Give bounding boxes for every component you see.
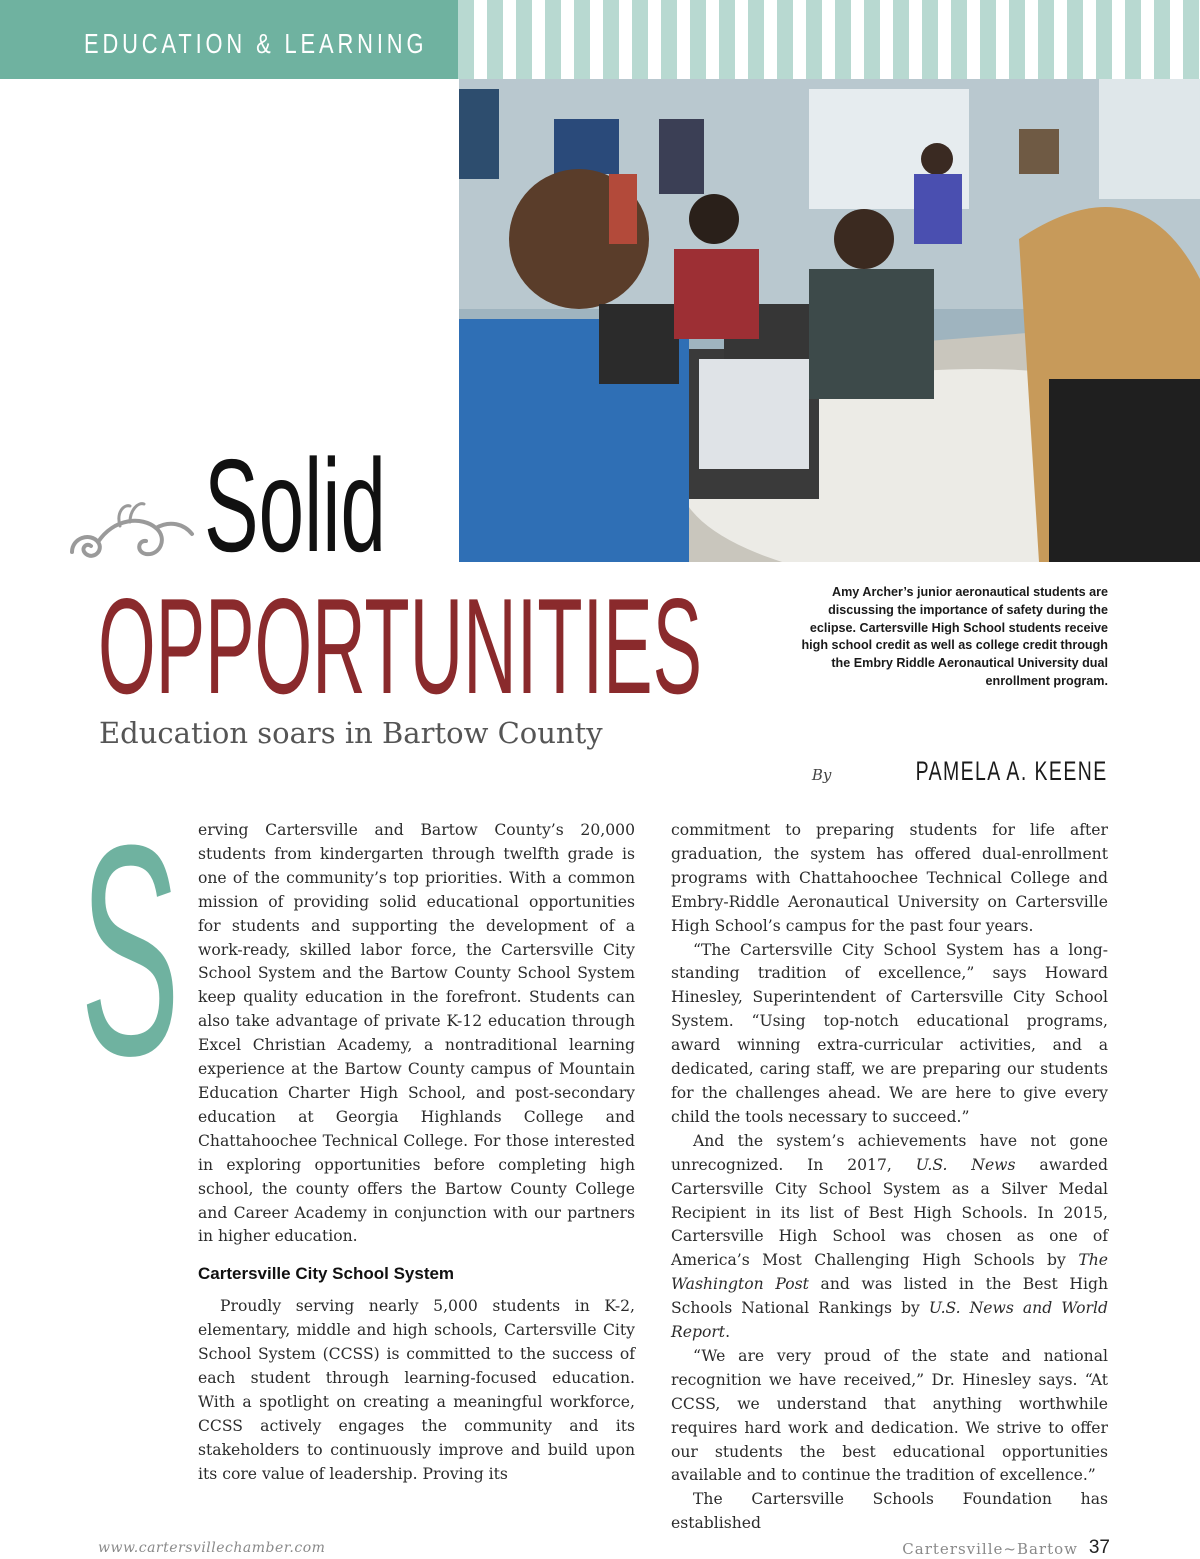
paragraph: commitment to preparing students for life after graduation, the system has offered dual-enrollment programs with Chattahoochee Technical College and Embry-Riddle Aeronautical University on Cartersville High School’s campus for the past four years. bbox=[671, 821, 1108, 935]
publication-name: U.S. News and World Report bbox=[671, 1299, 1108, 1342]
section-subhead: Cartersville City School System bbox=[198, 1264, 455, 1284]
text-run: . bbox=[725, 1323, 731, 1342]
paragraph: erving Cartersville and Bartow County’s 20,000 students from kindergarten through twelfth grade is one of the community’s top priorities. With a common mission of providing solid educational opportunities for students and supporting the development of a work-ready, skilled labor force, the Cartersville City School System and the Bartow County School System keep quality education in the forefront. Students can also take advantage of private K-12 education through Excel Christian Academy, a nontraditional learning experience at the Bartow County campus of Mountain Education Charter High School, and post-secondary education at Georgia Highlands College and Chattahoochee Technical College. For those interested in exploring opportunities before completing high school, the county offers the Bartow County College and Career Academy in conjunction with our partners in higher education. bbox=[198, 821, 635, 1246]
byline-author: PAMELA A. KEENE bbox=[916, 756, 1108, 786]
photo-caption: Amy Archer’s junior aeronautical students are discussing the importance of safety during the eclipse. Cartersville High School students receive high school credit as well as college credit through the Embry Riddle Aeronautical University dual enrollment program. bbox=[801, 585, 1108, 688]
paragraph: “The Cartersville City School System has a long-standing tradition of excellence,” says Howard Hinesley, Superintendent of Cartersville City School System. “Using top-notch educational programs, award winning extra-curricular activities, and a dedicated, caring staff, we are preparing our students for the challenges ahead. We are here to give every child the tools necessary to succeed.” bbox=[671, 940, 1108, 1126]
title-line-1: Solid bbox=[204, 432, 386, 579]
text-run: awarded Cartersville City School System as a Silver Medal Recipient in its list of Best High Schools. In 2015, Cartersville High School was chosen as one of America’s Most Challenging High Schools by bbox=[671, 1155, 1108, 1270]
footer-url: www.cartersvillechamber.com bbox=[98, 1540, 326, 1556]
paragraph bbox=[671, 1130, 1108, 1345]
footer-publication: Cartersville~Bartow bbox=[902, 1540, 1078, 1558]
article-column-2 bbox=[671, 819, 1108, 1536]
section-tab bbox=[0, 0, 458, 79]
title-line-2: OPPORTUNITIES bbox=[98, 570, 703, 722]
paragraph: The Cartersville Schools Foundation has established bbox=[671, 1490, 1108, 1533]
publication-name: The Washington Post bbox=[671, 1251, 1108, 1294]
text-run: And the system’s achievements have not gone unrecognized. In 2017, bbox=[671, 1131, 1108, 1174]
paragraph: Proudly serving nearly 5,000 students in K-2, elementary, middle and high schools, Cartersville City School System (CCSS) is committed to the success of each student through learning-focused education. With a spotlight on creating a meaningful workforce, CCSS actively engages the community and its stakeholders to continuously improve and build upon its core value of leadership. Proving its bbox=[198, 1297, 635, 1483]
classroom-photo bbox=[459, 79, 1200, 562]
paragraph: “We are very proud of the state and national recognition we have received,” Dr. Hinesley says. “At CCSS, we understand that anything worthwhile requires hard work and dedication. We strive to offer our students the best educational opportunities available and to continue the tradition of excellence.” bbox=[671, 1346, 1108, 1485]
byline-by: By bbox=[811, 766, 832, 784]
article-column-1 bbox=[198, 819, 635, 1487]
subtitle: Education soars in Bartow County bbox=[99, 716, 603, 750]
text-run: and was listed in the Best High Schools National Rankings by bbox=[671, 1275, 1108, 1318]
byline bbox=[812, 756, 1108, 787]
drop-cap: S bbox=[80, 782, 181, 1118]
flourish-ornament bbox=[64, 498, 196, 570]
section-label: EDUCATION & LEARNING bbox=[84, 28, 428, 59]
publication-name: U.S. News bbox=[915, 1155, 1016, 1174]
page-number: 37 bbox=[1088, 1537, 1110, 1558]
header-stripes bbox=[458, 0, 1200, 79]
